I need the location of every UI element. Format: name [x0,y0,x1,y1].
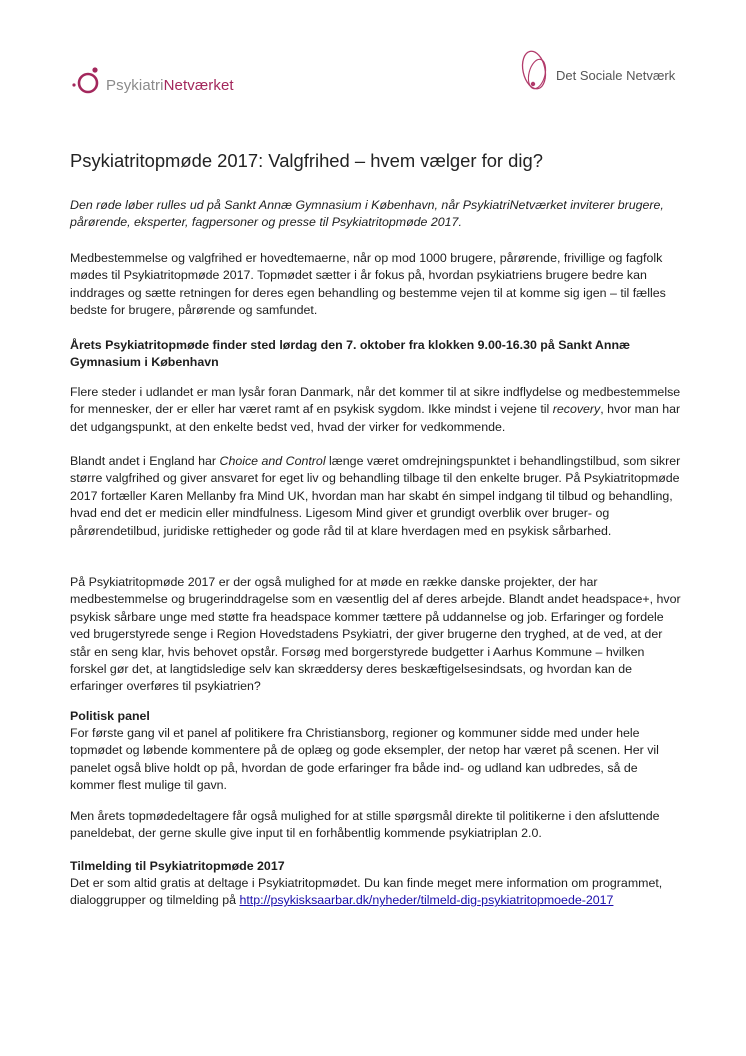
paragraph-2: Flere steder i udlandet er man lysår foran Danmark, når det kommer til at sikre indflydelse og medbestemmelse for mennesker, der er eller har været ramt af en psykisk sygdom. Ikke mindst i vejene til recovery, hvor man har det udgangspunkt, at den enkelte bedst ved, hvad der virker for vedkommende. [70,385,681,434]
page-title: Psykiatritopmøde 2017: Valgfrihed – hvem vælger for dig? [70,150,543,171]
signup-heading: Tilmelding til Psykiatritopmøde 2017 [70,859,285,873]
psykiatrinetvaerket-logo [66,58,286,104]
panel-heading: Politisk panel [70,709,150,723]
event-heading: Årets Psykiatritopmøde finder sted lørdag den 7. oktober fra klokken 9.00-16.30 på Sankt Annæ Gymnasium i København [70,338,631,370]
psykiatrinetvaerket-logo-mark [66,58,106,104]
det-sociale-netvaerk-logo-mark [516,46,556,98]
paragraph-7: Det er som altid gratis at deltage i Psykiatritopmødet. Du kan finde meget mere information om programmet, dialoggrupper og tilmelding på http://psykisksaarbar.dk/nyheder/tilmeld-dig-psykiatritopmoede-2017 [70,876,663,908]
paragraph-1: Medbestemmelse og valgfrihed er hovedtemaerne, når op mod 1000 brugere, pårørende, frivillige og fagfolk mødes til Psykiatritopmøde 2017. Topmødet sætter i år fokus på, hvordan psykiatriens brugere bedre kan inddrages og sætte retningen for deres egen behandling og bestemme vejen til at komme sig igen – til fælles bedste for brugere, pårørende og samfundet. [70,251,666,318]
paragraph-4: På Psykiatritopmøde 2017 er der også mulighed for at møde en række danske projekter, der har medbestemmelse og brugerinddragelse som en væsentlig del af deres arbejde. Blandt andet headspace+, hvor psykisk sårbare unge med støtte fra headspace kommer tættere på uddannelse og job. Erfaringer og fordele ved brugerstyrede senge i Region Hovedstadens Psykiatri, der giver brugerne den tryghed, at de ved, at der står en seng klar, hvis behovet opstår. Forsøg med borgerstyrede budgetter i Aarhus Kommune – hvilken forskel gør det, at langtidsledige selv kan skræddersy deres beskæftigelsesindsats, og hvordan kan de erfaringer overføres til psykiatrien? [70,575,681,694]
logo-right-text: Det Sociale Netværk [556,68,676,83]
logo-left-text: PsykiatriNetværket [106,77,234,94]
paragraph-5: For første gang vil et panel af politikere fra Christiansborg, regioner og kommuner sidde med under hele topmødet og løbende kommentere på de oplæg og gode eksempler, der netop har været på scenen. Her vil panelet også blive holdt op på, hvordan de gode erfaringer fra både ind- og udland kan udbredes, så de kommer flest mulige til gavn. [70,726,659,793]
paragraph-3: Blandt andet i England har Choice and Control længe været omdrejningspunktet i behandlingstilbud, som sikrer større valgfrihed og giver ansvaret for eget liv og behandling tilbage til den enkelte bruger. På Psykiatritopmøde 2017 fortæller Karen Mellanby fra Mind UK, hvordan man har skabt én simpel indgang til tilbud og behandling, hvad end det er medicin eller mindfulness. Ligesom Mind giver et grundigt overblik over bruger- og pårørendetilbud, juridiske rettigheder og gode råd til at klare hverdagen med en psykisk sårbarhed. [70,454,681,538]
signup-link[interactable]: http://psykisksaarbar.dk/nyheder/tilmeld-dig-psykiatritopmoede-2017 [239,893,614,908]
intro-paragraph: Den røde løber rulles ud på Sankt Annæ Gymnasium i København, når PsykiatriNetværket inviterer brugere, pårørende, eksperter, fagpersoner og presse til Psykiatritopmøde 2017. [70,198,664,230]
paragraph-6: Men årets topmødedeltagere får også mulighed for at stille spørgsmål direkte til politikerne i den afsluttende paneldebat, der gerne skulle give input til en forhåbentlig kommende psykiatriplan 2.0. [70,809,660,841]
det-sociale-netvaerk-logo [516,46,686,98]
